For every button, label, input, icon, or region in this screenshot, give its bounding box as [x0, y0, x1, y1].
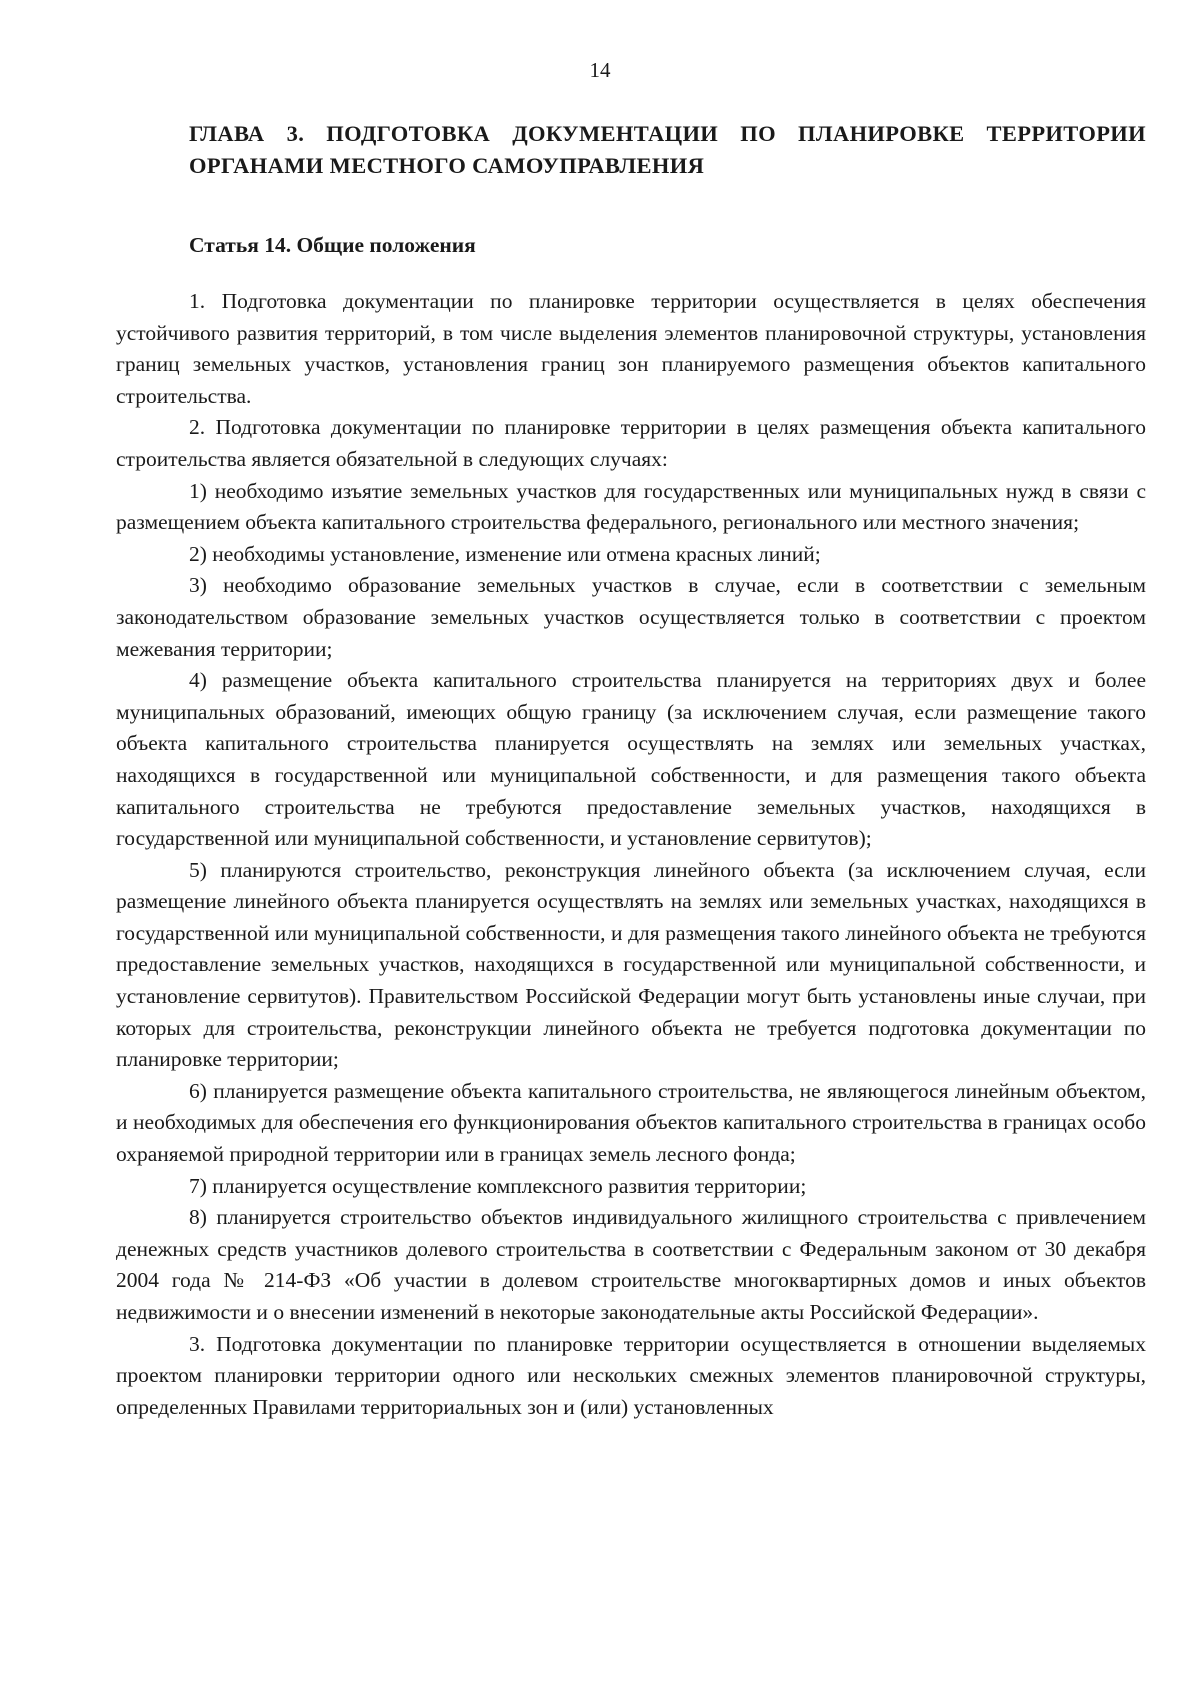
article-title: Статья 14. Общие положения	[189, 233, 476, 257]
list-item-3: 3) необходимо образование земельных участков в случае, если в соответствии с земельным законодательством образование земельных участков осуществляется только в соответствии с проектом межевания территории;	[116, 573, 1146, 661]
list-item-2: 2) необходимы установление, изменение или отмена красных линий;	[189, 541, 821, 566]
page-number: 14	[589, 58, 611, 82]
paragraph-3: 3. Подготовка документации по планировке территории осуществляется в отношении выделяемых проектом планировки территории одного или нескольких смежных элементов планировочной структуры, определенных Правилами территориальных зон и (или) установленных	[116, 1331, 1146, 1419]
list-item-5: 5) планируются строительство, реконструкция линейного объекта (за исключением случая, если размещение линейного объекта планируется осуществлять на землях или земельных участках, находящихся в государственной или муниципальной собственности, и для размещения такого линейного объекта не требуются предоставление земельных участков, находящихся в государственной или муниципальной собственности, и установление сервитутов). Правительством Российской Федерации могут быть установлены иные случаи, при которых для строительства, реконструкции линейного объекта не требуется подготовка документации по планировке территории;	[116, 857, 1146, 1072]
article-text	[116, 286, 1146, 1423]
list-item-6: 6) планируется размещение объекта капитального строительства, не являющегося линейным объектом, и необходимых для обеспечения его функционирования объектов капитального строительства в границах особо охраняемой природной территории или в границах земель лесного фонда;	[116, 1078, 1146, 1167]
document-body	[116, 118, 1146, 1423]
paragraph-1: 1. Подготовка документации по планировке территории осуществляется в целях обеспечения устойчивого развития территорий, в том числе выделения элементов планировочной структуры, установления границ земельных участков, установления границ зон планируемого размещения объектов капитального строительства.	[116, 289, 1146, 408]
list-item-7: 7) планируется осуществление комплексного развития территории;	[189, 1173, 807, 1198]
paragraph-2: 2. Подготовка документации по планировке территории в целях размещения объекта капитального строительства является обязательной в следующих случаях:	[116, 415, 1146, 471]
chapter-title: ГЛАВА 3. ПОДГОТОВКА ДОКУМЕНТАЦИИ ПО ПЛАНИРОВКЕ ТЕРРИТОРИИ ОРГАНАМИ МЕСТНОГО САМОУПРАВЛЕНИЯ	[189, 121, 1146, 178]
list-item-4: 4) размещение объекта капитального строительства планируется на территориях двух и более муниципальных образований, имеющих общую границу (за исключением случая, если размещение такого объекта капитального строительства планируется осуществлять на землях или земельных участках, находящихся в государственной или муниципальной собственности, и для размещения такого объекта капитального строительства не требуются предоставление земельных участков, находящихся в государственной или муниципальной собственности, и установление сервитутов);	[116, 668, 1146, 851]
list-item-1: 1) необходимо изъятие земельных участков для государственных или муниципальных нужд в связи с размещением объекта капитального строительства федерального, регионального или местного значения;	[116, 478, 1146, 535]
list-item-8: 8) планируется строительство объектов индивидуального жилищного строительства с привлечением денежных средств участников долевого строительства в соответствии с Федеральным законом от 30 декабря 2004 года № 214-ФЗ «Об участии в долевом строительстве многоквартирных домов и иных объектов недвижимости и о внесении изменений в некоторые законодательные акты Российской Федерации».	[116, 1205, 1146, 1324]
